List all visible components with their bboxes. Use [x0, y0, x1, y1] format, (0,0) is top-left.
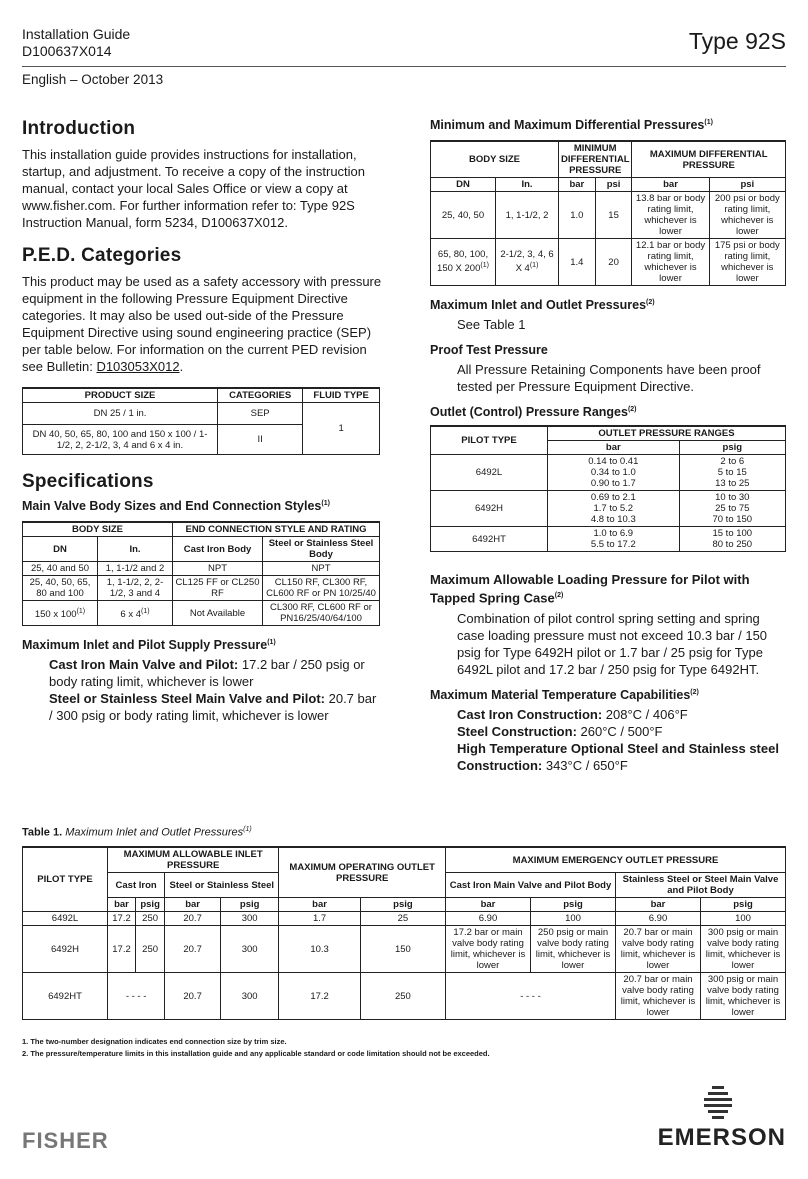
ped-table [22, 387, 380, 455]
t1-pilot-6492h: 6492H [23, 926, 108, 973]
t1-cell: 1.7 [279, 912, 361, 926]
outlet-bar-3: 1.0 to 6.9 5.5 to 17.2 [548, 527, 680, 552]
body-st-3: CL300 RF, CL600 RF or PN16/25/40/64/100 [263, 601, 380, 626]
th-outlet-bar: bar [548, 441, 680, 455]
t1-cell: 20.7 bar or main valve body rating limit, whichever is lower [616, 973, 701, 1020]
ped-text: This product may be used as a safety accessory with pressure equipment in the following Pressure Equipment Directive categories. It may also be used out-side of the Pressure Equipment Directive using sound engineering practice (SEP) per table below. For information on the current PED revision see Bulletin: D103053X012. [22, 274, 382, 374]
t1-cell: 17.2 bar or main valve body rating limit, whichever is lower [446, 926, 531, 973]
product-title: Type 92S [688, 28, 786, 54]
inlet-outlet-title: Maximum Inlet and Outlet Pressures$^{(2)}$ [430, 298, 655, 312]
body-in-3: 6 x 4$^{(1)}$ [98, 601, 173, 626]
header-rule [22, 66, 786, 67]
diff-bar-1: 1.0 [559, 192, 596, 239]
emerson-mark-icon [698, 1084, 738, 1124]
diff-in-1: 1, 1-1/2, 2 [496, 192, 559, 239]
t1-cell: 20.7 [165, 973, 221, 1020]
t1-cell: 300 psig or main valve body rating limit, whichever is lower [701, 926, 786, 973]
language-date: English – October 2013 [22, 72, 164, 87]
ped-cat-2: II [218, 425, 303, 455]
th-outlet-ranges: OUTLET PRESSURE RANGES [548, 426, 786, 441]
outlet-table [430, 425, 786, 552]
temp-steel: Steel Construction: 260°C / 500°F [457, 724, 663, 740]
t1-cell: 250 [360, 973, 445, 1020]
body-ci-3: Not Available [173, 601, 263, 626]
proof-title: Proof Test Pressure [430, 343, 548, 357]
diff-title: Minimum and Maximum Differential Pressures$^{(1)}$ [430, 118, 713, 132]
doc-type: Installation Guide [22, 26, 131, 42]
t1-cell: 300 [221, 926, 279, 973]
t1-pilot-6492ht: 6492HT [23, 973, 108, 1020]
inlet-pilot-title: Maximum Inlet and Pilot Supply Pressure$^{(1)}$ [22, 638, 276, 652]
t1-cell: 10.3 [279, 926, 361, 973]
fisher-logo: FISHER [22, 1128, 109, 1153]
t1-cell: 20.7 [165, 912, 221, 926]
body-ci-2: CL125 FF or CL250 RF [173, 576, 263, 601]
diff-dn-2: 65, 80, 100, 150 X 200$^{(1)}$ [431, 239, 496, 286]
header-doc-info [22, 26, 130, 60]
outlet-pilot-2: 6492H [431, 491, 548, 527]
t1-cell: 300 [221, 912, 279, 926]
th-end-connection: END CONNECTION STYLE AND RATING [173, 522, 380, 537]
t1-th-psig: psig [136, 898, 165, 912]
outlet-pilot-3: 6492HT [431, 527, 548, 552]
th-diff-psi: psi [595, 178, 632, 192]
th-outlet-pilot: PILOT TYPE [431, 426, 548, 455]
t1-th-psig: psig [221, 898, 279, 912]
ped-cat-1: SEP [218, 403, 303, 425]
outlet-psig-1: 2 to 6 5 to 15 13 to 25 [679, 455, 785, 491]
outlet-bar-1: 0.14 to 0.41 0.34 to 1.0 0.90 to 1.7 [548, 455, 680, 491]
t1-cell: 17.2 [108, 926, 136, 973]
ped-size-2: DN 40, 50, 65, 80, 100 and 150 x 100 / 1-1/2, 2, 2-1/2, 3, 4 and 6 x 4 in. [23, 425, 218, 455]
t1-cell: 250 [136, 912, 165, 926]
proof-text: All Pressure Retaining Components have been proof tested per Pressure Equipment Directive. [457, 362, 761, 394]
temp-ci: Cast Iron Construction: 208°C / 406°F [457, 707, 688, 723]
diff-maxpsi-2: 175 psi or body rating limit, whichever is lower [709, 239, 785, 286]
footnote-1: 1. The two-number designation indicates end connection size by trim size. [22, 1037, 287, 1046]
t1-th-emergency: MAXIMUM EMERGENCY OUTLET PRESSURE [446, 847, 786, 873]
diff-psi-1: 15 [595, 192, 632, 239]
body-dn-2: 25, 40, 50, 65, 80 and 100 [23, 576, 98, 601]
body-in-1: 1, 1-1/2 and 2 [98, 562, 173, 576]
t1-cell: 100 [531, 912, 616, 926]
t1-th-psig: psig [360, 898, 445, 912]
t1-pilot-6492l: 6492L [23, 912, 108, 926]
temp-title: Maximum Material Temperature Capabilities$^{(2)}$ [430, 688, 699, 703]
th-body-size: BODY SIZE [23, 522, 173, 537]
diff-maxpsi-1: 200 psi or body rating limit, whichever is lower [709, 192, 785, 239]
emerson-logo: EMERSON [657, 1124, 786, 1151]
t1-th-inlet: MAXIMUM ALLOWABLE INLET PRESSURE [108, 847, 279, 873]
th-diff-in: In. [496, 178, 559, 192]
t1-th-cast-iron: Cast Iron [108, 873, 165, 898]
bulletin-link[interactable]: D103053X012 [96, 359, 180, 374]
t1-cell: 6.90 [446, 912, 531, 926]
t1-th-psig: psig [701, 898, 786, 912]
doc-number: D100637X014 [22, 43, 112, 59]
th-categories: CATEGORIES [218, 388, 303, 403]
table1 [22, 846, 786, 1020]
intro-text: This installation guide provides instructions for installation, startup, and adjustment. To receive a copy of the instruction manual, contact your local Sales Office or view a copy at www.fisher.com. For further information refer to: Type 92S Instruction Manual, form 5234, D100637X012. [22, 147, 366, 230]
loading-title: Maximum Allowable Loading Pressure for Pilot with Tapped Spring Case$^{(2)}$ [430, 572, 750, 606]
t1-th-bar: bar [279, 898, 361, 912]
t1-th-bar: bar [165, 898, 221, 912]
t1-th-psig: psig [531, 898, 616, 912]
th-cast-iron-body: Cast Iron Body [173, 537, 263, 562]
th-diff-bar: bar [559, 178, 596, 192]
t1-cell: 100 [701, 912, 786, 926]
inlet-outlet-text: See Table 1 [457, 317, 526, 332]
right-column [430, 118, 786, 774]
t1-cell: 17.2 [108, 912, 136, 926]
t1-cell: 6.90 [616, 912, 701, 926]
t1-th-steel: Steel or Stainless Steel [165, 873, 279, 898]
t1-cell: 20.7 bar or main valve body rating limit, whichever is lower [616, 926, 701, 973]
body-st-1: NPT [263, 562, 380, 576]
t1-th-bar: bar [446, 898, 531, 912]
t1-th-st-main: Stainless Steel or Steel Main Valve and Pilot Body [616, 873, 786, 898]
table1-caption: Table 1. Maximum Inlet and Outlet Pressures$^{(1)}$ [22, 826, 252, 839]
temp-ht: High Temperature Optional Steel and Stainless steel Construction: 343°C / 650°F [457, 741, 779, 774]
ped-title: P.E.D. Categories [22, 245, 182, 266]
th-in: In. [98, 537, 173, 562]
diff-in-2: 2-1/2, 3, 4, 6 X 4$^{(1)}$ [496, 239, 559, 286]
th-diff-dn: DN [431, 178, 496, 192]
diff-maxbar-1: 13.8 bar or body rating limit, whichever is lower [632, 192, 709, 239]
th-outlet-psig: psig [679, 441, 785, 455]
diff-bar-2: 1.4 [559, 239, 596, 286]
th-dn: DN [23, 537, 98, 562]
left-column [22, 118, 382, 724]
cast-iron-spec: Cast Iron Main Valve and Pilot: 17.2 bar / 250 psig or body rating limit, whichever is lower [49, 657, 365, 689]
body-st-2: CL150 RF, CL300 RF, CL600 RF or PN 10/25/40 [263, 576, 380, 601]
body-size-table [22, 521, 380, 626]
th-diff-max-psi: psi [709, 178, 785, 192]
outlet-pilot-1: 6492L [431, 455, 548, 491]
t1-th-ci-main: Cast Iron Main Valve and Pilot Body [446, 873, 616, 898]
th-diff-body: BODY SIZE [431, 141, 559, 178]
diff-maxbar-2: 12.1 bar or body rating limit, whichever is lower [632, 239, 709, 286]
th-fluid-type: FLUID TYPE [303, 388, 380, 403]
t1-cell: 25 [360, 912, 445, 926]
t1-cell: 300 psig or main valve body rating limit, whichever is lower [701, 973, 786, 1020]
diff-table [430, 140, 786, 286]
diff-psi-2: 20 [595, 239, 632, 286]
th-diff-max-bar: bar [632, 178, 709, 192]
t1-dash: - - - - [446, 973, 616, 1020]
t1-th-pilot: PILOT TYPE [23, 847, 108, 912]
diff-dn-1: 25, 40, 50 [431, 192, 496, 239]
outlet-psig-2: 10 to 30 25 to 75 70 to 150 [679, 491, 785, 527]
outlet-bar-2: 0.69 to 2.1 1.7 to 5.2 4.8 to 10.3 [548, 491, 680, 527]
intro-title: Introduction [22, 118, 136, 139]
t1-cell: 20.7 [165, 926, 221, 973]
ped-fluid: 1 [303, 403, 380, 455]
steel-spec: Steel or Stainless Steel Main Valve and Pilot: 20.7 bar / 300 psig or body rating limit, whichever is lower [49, 691, 377, 723]
body-dn-3: 150 x 100$^{(1)}$ [23, 601, 98, 626]
t1-cell: 300 [221, 973, 279, 1020]
ped-size-1: DN 25 / 1 in. [23, 403, 218, 425]
loading-text: Combination of pilot control spring setting and spring case loading pressure must not exceed 10.3 bar / 150 psig for Type 6492H pilot or 1.7 bar / 25 psig for Type 6492L pilot and 17.2 bar / 250 psig for Type 6492HT. [457, 611, 768, 678]
t1-dash: - - - - [108, 973, 165, 1020]
th-diff-max: MAXIMUM DIFFERENTIAL PRESSURE [632, 141, 786, 178]
t1-cell: 150 [360, 926, 445, 973]
outlet-psig-3: 15 to 100 80 to 250 [679, 527, 785, 552]
t1-cell: 17.2 [279, 973, 361, 1020]
body-ci-1: NPT [173, 562, 263, 576]
th-diff-min: MINIMUM DIFFERENTIAL PRESSURE [559, 141, 632, 178]
th-product-size: PRODUCT SIZE [23, 388, 218, 403]
body-dn-1: 25, 40 and 50 [23, 562, 98, 576]
footnotes [22, 1036, 490, 1060]
th-steel-body: Steel or Stainless Steel Body [263, 537, 380, 562]
t1-th-bar: bar [616, 898, 701, 912]
t1-th-operating: MAXIMUM OPERATING OUTLET PRESSURE [279, 847, 446, 898]
footnote-2: 2. The pressure/temperature limits in this installation guide and any applicable standard or code limitation should not be exceeded. [22, 1049, 490, 1058]
body-sizes-title: Main Valve Body Sizes and End Connection Styles$^{(1)}$ [22, 499, 330, 513]
t1-cell: 250 [136, 926, 165, 973]
specs-title: Specifications [22, 471, 154, 492]
t1-th-bar: bar [108, 898, 136, 912]
outlet-title: Outlet (Control) Pressure Ranges$^{(2)}$ [430, 405, 637, 419]
body-in-2: 1, 1-1/2, 2, 2-1/2, 3 and 4 [98, 576, 173, 601]
t1-cell: 250 psig or main valve body rating limit, whichever is lower [531, 926, 616, 973]
